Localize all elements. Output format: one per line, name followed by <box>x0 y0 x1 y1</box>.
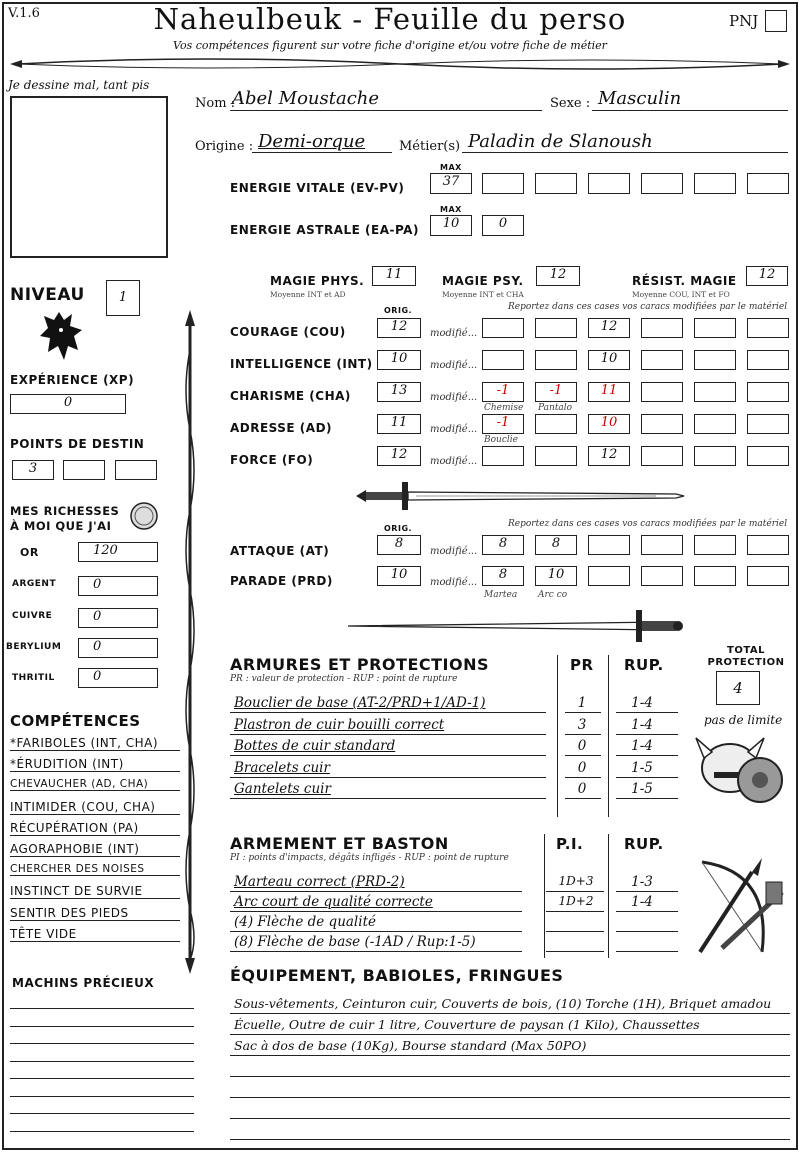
helmet-shield-icon <box>694 728 784 810</box>
total-protection-label: TOTAL PROTECTION <box>707 645 785 668</box>
attaque-m2-box[interactable]: 8 <box>535 535 577 555</box>
carac-modified-box[interactable] <box>482 350 524 370</box>
equipement-line-text[interactable]: Écuelle, Outre de cuir 1 litre, Couverture de paysan (1 Kilo), Chaussettes <box>234 1017 700 1032</box>
arme-rup: 1-4 <box>631 894 653 910</box>
armure-pr: 1 <box>577 695 587 711</box>
ev-box-4[interactable] <box>641 173 683 194</box>
armement-divider-2 <box>608 834 609 958</box>
equipement-line-text[interactable]: Sac à dos de base (10Kg), Bourse standard (Max 50PO) <box>234 1038 587 1053</box>
armure-rup: 1-5 <box>631 759 653 776</box>
dragon-icon <box>34 306 84 364</box>
armure-underline <box>230 712 546 713</box>
armure-pr: 0 <box>577 759 587 776</box>
carac-modif-label: modifié... <box>430 456 478 467</box>
machin-line[interactable] <box>10 1131 194 1132</box>
attaque-m4-box[interactable] <box>641 535 683 555</box>
parade-m2-box[interactable]: 10 <box>535 566 577 586</box>
experience-label: EXPÉRIENCE (XP) <box>10 373 135 387</box>
weapons-icon <box>692 852 792 960</box>
armures-divider-1 <box>557 655 558 817</box>
pnj-label: PNJ <box>729 12 759 30</box>
competence-item[interactable]: SENTIR DES PIEDS <box>10 906 180 921</box>
parade-m1-box[interactable]: 8 <box>482 566 524 586</box>
metier-value[interactable]: Paladin de Slanoush <box>468 131 653 152</box>
carac-modified-box[interactable] <box>641 414 683 434</box>
machin-line[interactable] <box>10 1096 194 1097</box>
armures-col-rup: RUP. <box>624 656 664 674</box>
magie-psy-box[interactable]: 12 <box>536 266 580 286</box>
arme-underline <box>230 951 522 952</box>
armure-name: Gantelets cuir <box>234 781 331 797</box>
origine-value[interactable]: Demi-orque <box>258 131 366 152</box>
ev-box-6[interactable] <box>747 173 789 194</box>
carac-modified-box[interactable] <box>747 350 789 370</box>
header-decoration <box>8 52 792 74</box>
cuivre-box[interactable]: 0 <box>78 608 158 628</box>
arme-pi: 1D+2 <box>558 894 594 908</box>
equipement-title: ÉQUIPEMENT, BABIOLES, FRINGUES <box>230 966 564 985</box>
arme-underline <box>230 931 522 932</box>
combat-note-2: Arc co <box>538 590 568 600</box>
destin-box-3[interactable] <box>115 460 157 480</box>
sexe-value[interactable]: Masculin <box>598 88 682 109</box>
ev-box-1[interactable] <box>482 173 524 194</box>
competence-item[interactable]: INSTINCT DE SURVIE <box>10 884 180 899</box>
carac-modified-box[interactable] <box>694 350 736 370</box>
combat-note-1: Martea <box>484 590 518 600</box>
armure-name: Bottes de cuir standard <box>234 738 396 754</box>
carac-modified-box[interactable] <box>694 318 736 338</box>
carac-label: INTELLIGENCE (INT) <box>230 357 373 371</box>
carac-modified-box[interactable]: 10 <box>588 350 630 370</box>
armement-divider-1 <box>544 834 545 958</box>
machin-line[interactable] <box>10 1026 194 1027</box>
total-protection-box[interactable]: 4 <box>716 671 760 705</box>
or-label: OR <box>20 546 39 559</box>
carac-label: COURAGE (COU) <box>230 325 346 339</box>
attaque-label: ATTAQUE (AT) <box>230 544 330 558</box>
carac-orig-box[interactable]: 12 <box>377 318 421 338</box>
carac-modified-box[interactable] <box>482 318 524 338</box>
ev-box-2[interactable] <box>535 173 577 194</box>
arme-name: (4) Flèche de qualité <box>234 914 376 930</box>
attaque-m6-box[interactable] <box>747 535 789 555</box>
ev-box-5[interactable] <box>694 173 736 194</box>
parade-m3-box[interactable] <box>588 566 630 586</box>
limit-note: pas de limite <box>704 713 783 727</box>
metier-underline <box>462 152 788 153</box>
armure-pr-underline <box>565 777 601 778</box>
magie-psy-label: MAGIE PSY. <box>442 274 524 288</box>
caracs-orig-label: ORIG. <box>384 306 413 315</box>
metier-label: Métier(s) <box>399 139 461 154</box>
carac-note-2: Pantalo <box>538 403 573 413</box>
sword-decoration-2 <box>336 606 686 646</box>
armure-pr: 0 <box>577 738 587 754</box>
carac-modified-box[interactable]: -1 <box>482 382 524 402</box>
arme-pi-underline <box>546 951 604 952</box>
carac-note-1: Bouclie <box>484 435 518 445</box>
carac-modified-box[interactable] <box>641 318 683 338</box>
carac-modified-box[interactable] <box>694 382 736 402</box>
argent-label: ARGENT <box>12 579 57 589</box>
attaque-modif-label: modifié... <box>430 546 478 557</box>
attaque-orig-box[interactable]: 8 <box>377 535 421 555</box>
parade-orig-box[interactable]: 10 <box>377 566 421 586</box>
version-label: V.1.6 <box>8 6 40 21</box>
pnj-checkbox[interactable] <box>765 10 787 32</box>
page-title: Naheulbeuk - Feuille du perso <box>153 2 627 36</box>
parade-m6-box[interactable] <box>747 566 789 586</box>
carac-label: CHARISME (CHA) <box>230 389 351 403</box>
ev-max-box[interactable]: 37 <box>430 173 472 194</box>
arme-pi: 1D+3 <box>558 874 594 888</box>
carac-modified-box[interactable] <box>535 350 577 370</box>
carac-modified-box[interactable] <box>694 414 736 434</box>
equipement-line-text[interactable]: Sous-vêtements, Ceinturon cuir, Couverts de bois, (10) Torche (1H), Briquet amadou <box>234 996 772 1011</box>
arme-underline <box>230 911 522 912</box>
carac-modified-box[interactable] <box>641 350 683 370</box>
arme-name: (8) Flèche de base (-1AD / Rup:1-5) <box>234 934 476 950</box>
carac-modified-box[interactable]: 11 <box>588 382 630 402</box>
arme-rup-underline <box>616 931 678 932</box>
carac-label: FORCE (FO) <box>230 453 314 467</box>
carac-modified-box[interactable]: 12 <box>588 318 630 338</box>
carac-label: ADRESSE (AD) <box>230 421 333 435</box>
armement-col-pi: P.I. <box>556 835 584 853</box>
sexe-underline <box>592 110 788 111</box>
attaque-m3-box[interactable] <box>588 535 630 555</box>
argent-box[interactable]: 0 <box>78 576 158 596</box>
combat-report-note: Reportez dans ces cases vos caracs modifiées par le matériel <box>508 519 788 529</box>
ea-label: ENERGIE ASTRALE (EA-PA) <box>230 223 419 237</box>
competence-item[interactable]: *ÉRUDITION (INT) <box>10 757 180 772</box>
armures-divider-2 <box>608 655 609 817</box>
thritil-box[interactable]: 0 <box>78 668 158 688</box>
armures-title: ARMURES ET PROTECTIONS <box>230 655 489 674</box>
armure-rup-underline <box>616 734 678 735</box>
parade-label: PARADE (PRD) <box>230 574 333 588</box>
sexe-label: Sexe : <box>550 96 591 111</box>
armement-col-rup: RUP. <box>624 835 664 853</box>
competence-item[interactable]: RÉCUPÉRATION (PA) <box>10 821 180 836</box>
carac-modified-box[interactable] <box>641 382 683 402</box>
armure-rup: 1-5 <box>631 781 653 797</box>
competences-title: COMPÉTENCES <box>10 712 141 730</box>
armure-pr: 3 <box>577 716 587 733</box>
resist-magie-box[interactable]: 12 <box>746 266 788 286</box>
equipement-line <box>230 1034 790 1035</box>
competence-item[interactable]: *FARIBOLES (INT, CHA) <box>10 736 180 751</box>
niveau-box[interactable]: 1 <box>106 280 140 316</box>
armure-pr: 0 <box>577 781 587 797</box>
armure-pr-underline <box>565 734 601 735</box>
machin-line[interactable] <box>10 1008 194 1009</box>
equipement-line <box>230 1076 790 1077</box>
origine-label: Origine : <box>195 139 254 154</box>
ev-box-3[interactable] <box>588 173 630 194</box>
machins-title: MACHINS PRÉCIEUX <box>12 976 155 990</box>
parade-m4-box[interactable] <box>641 566 683 586</box>
magie-psy-note: Moyenne INT et CHA <box>442 290 524 299</box>
armure-rup-underline <box>616 755 678 756</box>
arme-pi-underline <box>546 891 604 892</box>
magie-phys-note: Moyenne INT et AD <box>270 290 346 299</box>
carac-modified-box[interactable] <box>535 318 577 338</box>
armure-pr-underline <box>565 755 601 756</box>
carac-orig-box[interactable]: 10 <box>377 350 421 370</box>
equipement-line <box>230 1055 790 1056</box>
carac-modified-box[interactable]: -1 <box>535 382 577 402</box>
arme-name: Arc court de qualité correcte <box>234 894 433 910</box>
arme-pi-underline <box>546 911 604 912</box>
carac-modified-box[interactable] <box>641 446 683 466</box>
parade-modif-label: modifié... <box>430 577 478 588</box>
sword-decoration-1 <box>336 476 686 516</box>
nom-label: Nom : <box>195 96 236 111</box>
ea-current-box[interactable]: 0 <box>482 215 524 236</box>
armure-underline <box>230 755 546 756</box>
carac-modified-box[interactable] <box>482 446 524 466</box>
resist-magie-note: Moyenne COU, INT et FO <box>632 290 730 299</box>
armure-pr-underline <box>565 712 601 713</box>
armement-note: PI : points d'impacts, dégâts infligés - RUP : point de rupture <box>230 853 509 863</box>
armure-underline <box>230 798 546 799</box>
armures-col-pr: PR <box>570 656 594 674</box>
armure-underline <box>230 777 546 778</box>
carac-modified-box[interactable]: 12 <box>588 446 630 466</box>
carac-modified-box[interactable] <box>747 414 789 434</box>
resist-magie-label: RÉSIST. MAGIE <box>632 274 737 288</box>
caracs-report-note: Reportez dans ces cases vos caracs modifiées par le matériel <box>508 302 788 312</box>
armure-rup: 1-4 <box>631 695 653 711</box>
equipement-line <box>230 1013 790 1014</box>
magie-phys-box[interactable]: 11 <box>372 266 416 286</box>
carac-modified-box[interactable] <box>535 414 577 434</box>
carac-orig-box[interactable]: 11 <box>377 414 421 434</box>
armure-rup-underline <box>616 777 678 778</box>
armure-name: Bracelets cuir <box>234 759 330 776</box>
arme-rup-underline <box>616 911 678 912</box>
arme-pi-underline <box>546 931 604 932</box>
machin-line[interactable] <box>10 1078 194 1079</box>
armure-pr-underline <box>565 798 601 799</box>
competence-item[interactable]: CHEVAUCHER (AD, CHA) <box>10 778 180 791</box>
parade-m5-box[interactable] <box>694 566 736 586</box>
attaque-m5-box[interactable] <box>694 535 736 555</box>
armure-name: Plastron de cuir bouilli correct <box>234 716 445 733</box>
machin-line[interactable] <box>10 1113 194 1114</box>
destin-box-1[interactable]: 3 <box>12 460 54 480</box>
berylium-label: BERYLIUM <box>6 642 62 652</box>
machin-line[interactable] <box>10 1061 194 1062</box>
niveau-label: NIVEAU <box>10 285 85 305</box>
thritil-label: THRITIL <box>12 673 55 683</box>
arme-underline <box>230 891 522 892</box>
carac-orig-box[interactable]: 13 <box>377 382 421 402</box>
armure-underline <box>230 734 546 735</box>
carac-modified-box[interactable] <box>747 446 789 466</box>
machin-line[interactable] <box>10 1043 194 1044</box>
carac-modif-label: modifié... <box>430 360 478 371</box>
carac-modified-box[interactable] <box>747 318 789 338</box>
origine-underline <box>252 152 392 153</box>
ev-max-label: MAX <box>440 163 462 172</box>
richesses-label-2: À MOI QUE J'AI <box>10 519 112 533</box>
combat-orig-label: ORIG. <box>384 524 413 533</box>
portrait-frame[interactable] <box>10 96 168 258</box>
cuivre-label: CUIVRE <box>12 611 53 621</box>
portrait-caption: Je dessine mal, tant pis <box>8 78 150 92</box>
carac-modified-box[interactable] <box>535 446 577 466</box>
nom-underline <box>230 110 542 111</box>
carac-modified-box[interactable] <box>747 382 789 402</box>
competence-item[interactable]: INTIMIDER (COU, CHA) <box>10 800 180 815</box>
experience-box[interactable]: 0 <box>10 394 126 414</box>
armement-title: ARMEMENT ET BASTON <box>230 834 449 853</box>
arme-rup-underline <box>616 951 678 952</box>
carac-modif-label: modifié... <box>430 328 478 339</box>
competence-item[interactable]: CHERCHER DES NOISES <box>10 863 180 876</box>
or-box[interactable]: 120 <box>78 542 158 562</box>
competence-item[interactable]: TÊTE VIDE <box>10 927 180 942</box>
staff-decoration <box>180 310 200 976</box>
richesses-label-1: MES RICHESSES <box>10 504 120 518</box>
carac-modified-box[interactable]: 10 <box>588 414 630 434</box>
carac-modified-box[interactable] <box>694 446 736 466</box>
carac-orig-box[interactable]: 12 <box>377 446 421 466</box>
ev-label: ENERGIE VITALE (EV-PV) <box>230 181 405 195</box>
arme-name: Marteau correct (PRD-2) <box>234 874 405 890</box>
coin-icon <box>128 500 160 532</box>
arme-rup-underline <box>616 891 678 892</box>
equipement-line <box>230 1118 790 1119</box>
armures-note: PR : valeur de protection - RUP : point de rupture <box>230 674 458 684</box>
equipement-line <box>230 1139 790 1140</box>
competence-item[interactable]: AGORAPHOBIE (INT) <box>10 842 180 857</box>
arme-rup: 1-3 <box>631 874 653 890</box>
armure-rup-underline <box>616 712 678 713</box>
destin-label: POINTS DE DESTIN <box>10 437 145 451</box>
carac-note-1: Chemise <box>484 403 524 413</box>
carac-modif-label: modifié... <box>430 392 478 403</box>
destin-box-2[interactable] <box>63 460 105 480</box>
armure-rup: 1-4 <box>631 738 653 754</box>
ea-max-box[interactable]: 10 <box>430 215 472 236</box>
berylium-box[interactable]: 0 <box>78 638 158 658</box>
armure-rup: 1-4 <box>631 716 653 733</box>
nom-value[interactable]: Abel Moustache <box>232 88 380 109</box>
magie-phys-label: MAGIE PHYS. <box>270 274 365 288</box>
page-subtitle: Vos compétences figurent sur votre fiche d'origine et/ou votre fiche de métier <box>173 39 607 52</box>
armure-name: Bouclier de base (AT-2/PRD+1/AD-1) <box>234 695 486 711</box>
attaque-m1-box[interactable]: 8 <box>482 535 524 555</box>
equipement-line <box>230 1097 790 1098</box>
carac-modif-label: modifié... <box>430 424 478 435</box>
armure-rup-underline <box>616 798 678 799</box>
ea-max-label: MAX <box>440 205 462 214</box>
carac-modified-box[interactable]: -1 <box>482 414 524 434</box>
